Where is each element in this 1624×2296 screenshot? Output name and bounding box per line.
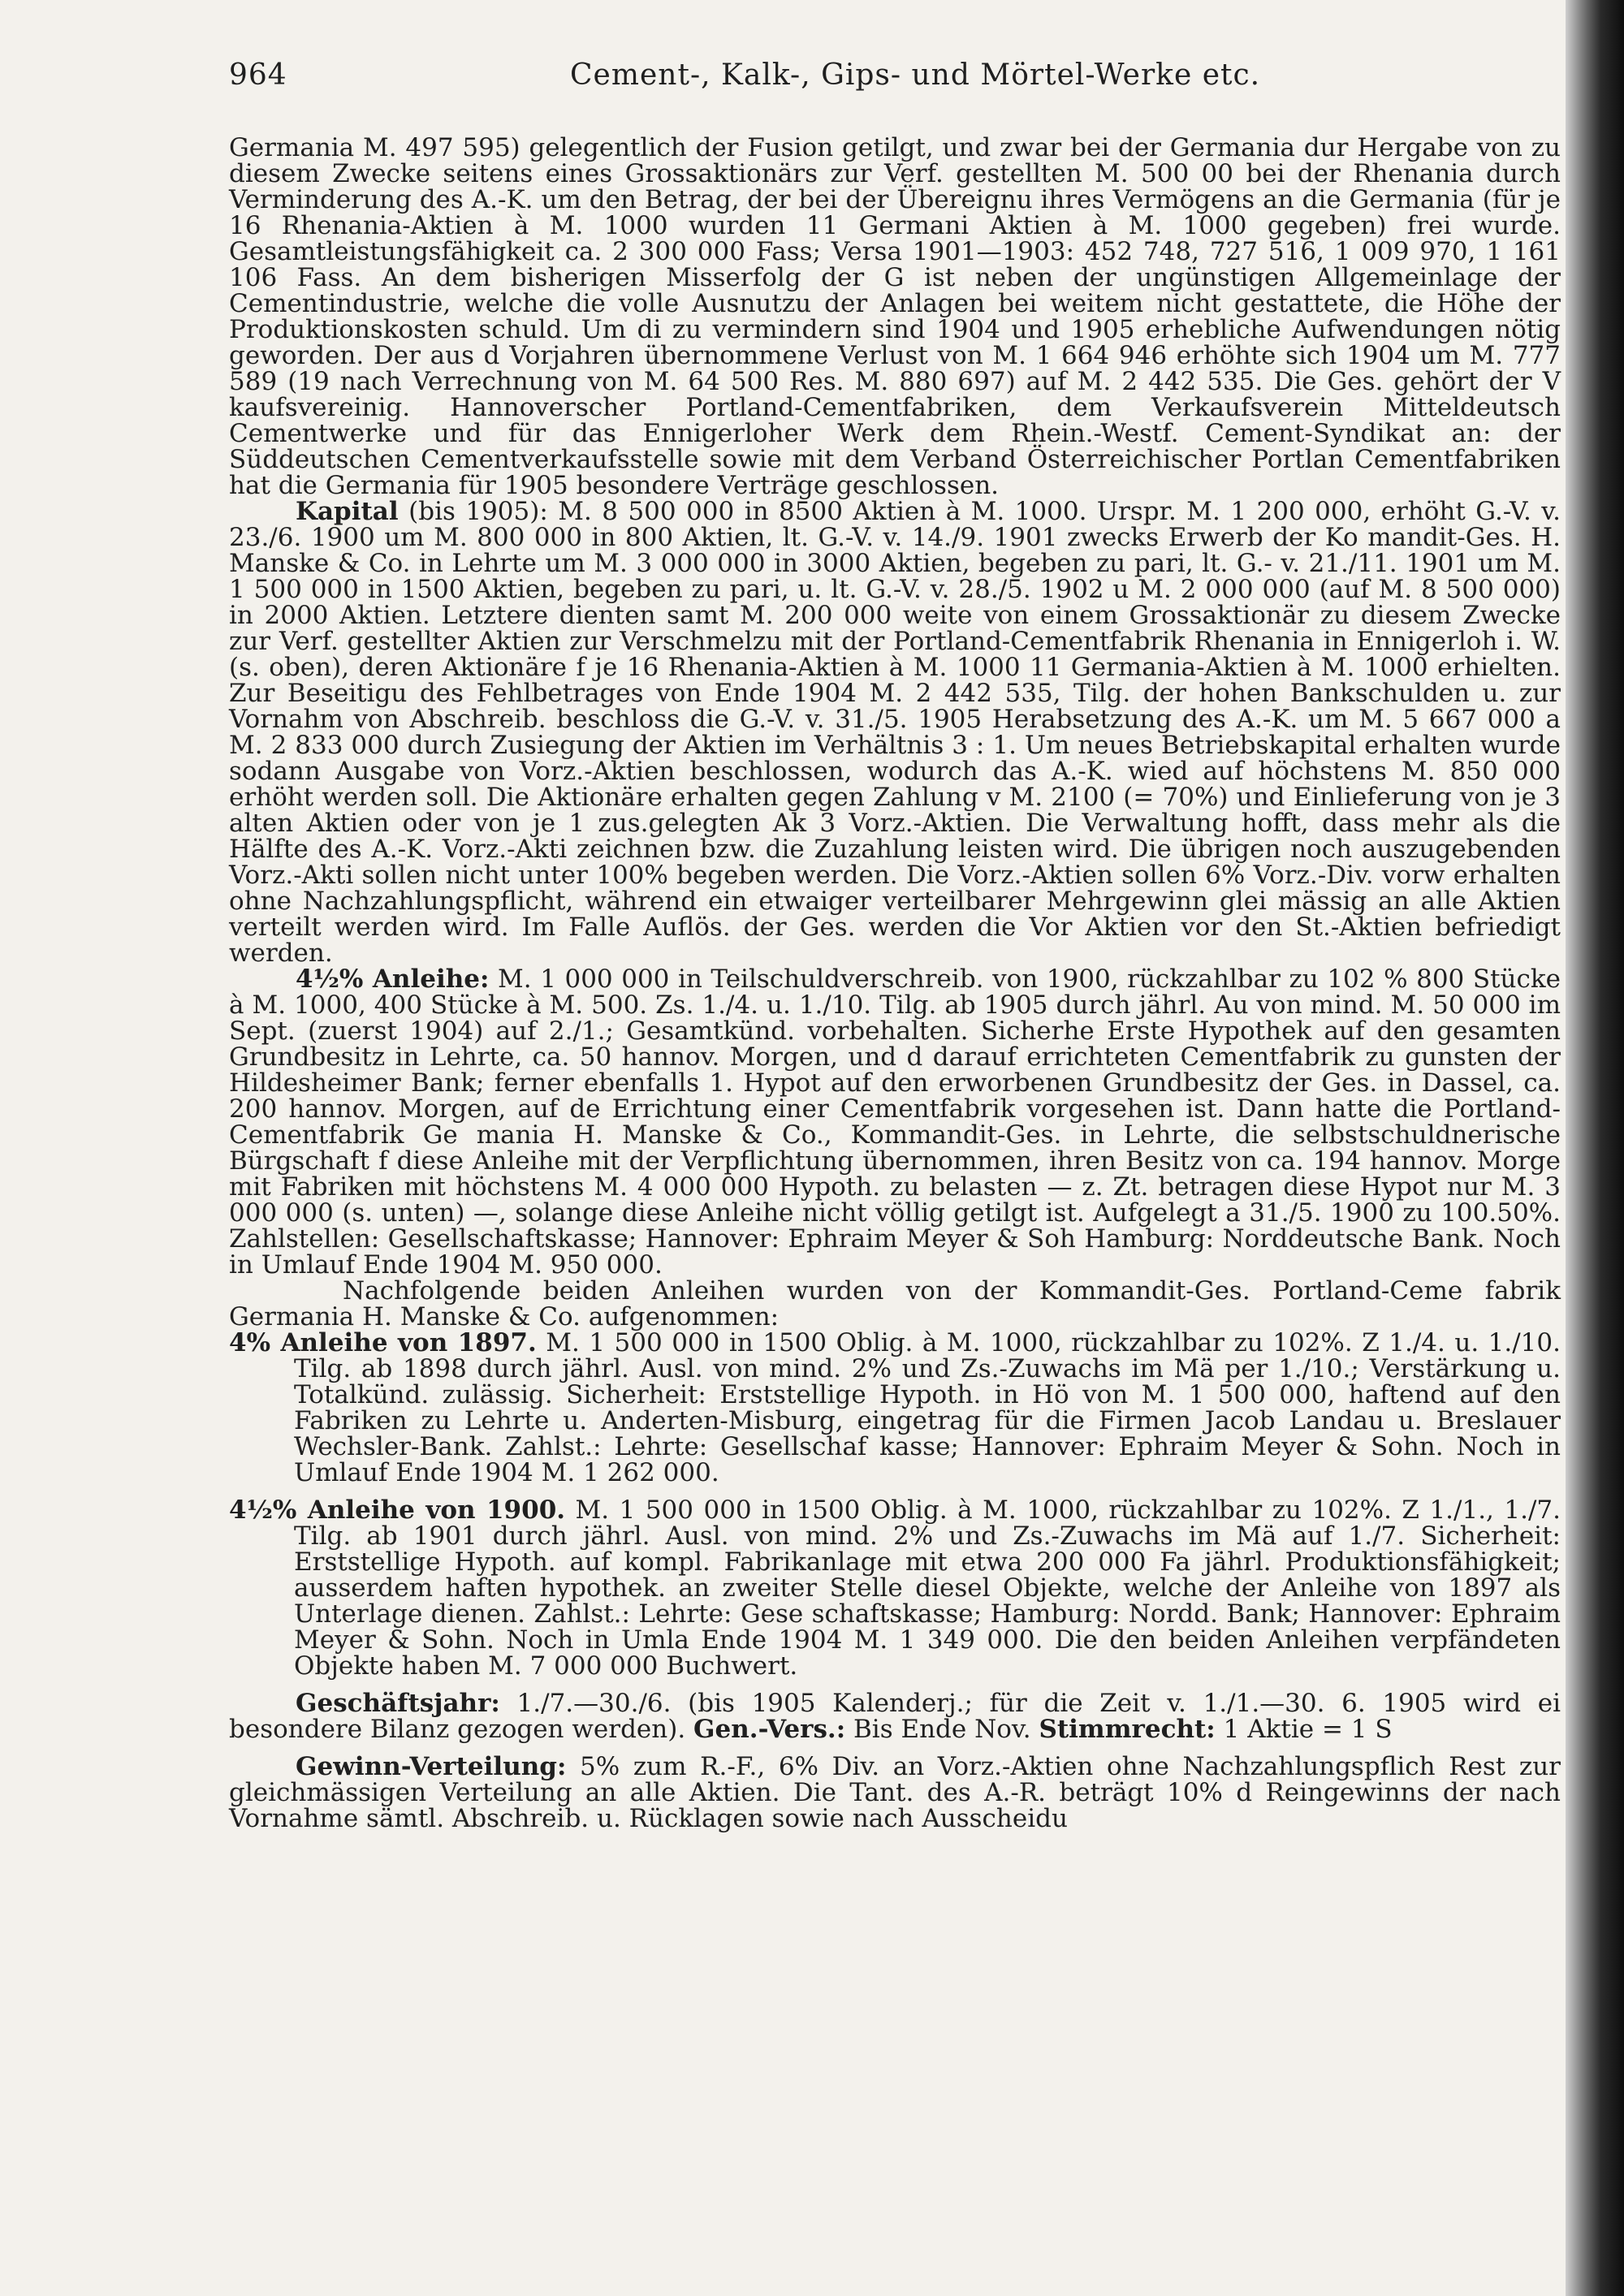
- page-header: [229, 58, 1561, 107]
- kapital-paragraph: Kapital (bis 1905): M. 8 500 000 in 8500 Aktien à M. 1000. Urspr. M. 1 200 000, erhöht G.-V. v. 23./6. 1900 um M. 800 000 in 800 Aktien, lt. G.-V. v. 14./9. 1901 zwecks Erwerb der Ko mandit-Ges. H. Manske & Co. in Lehrte um M. 3 000 000 in 3000 Aktien, begeben zu pari, lt. G.- v. 21./11. 1901 um M. 1 500 000 in 1500 Aktien, begeben zu pari, u. lt. G.-V. v. 28./5. 1902 u M. 2 000 000 (auf M. 8 500 000) in 2000 Aktien. Letztere dienten samt M. 200 000 weite von einem Grossaktionär zu diesem Zwecke zur Verf. gestellter Aktien zur Verschmelzu mit der Portland-Cementfabrik Rhenania in Ennigerloh i. W. (s. oben), deren Aktionäre f je 16 Rhenania-Aktien à M. 1000 11 Germania-Aktien à M. 1000 erhielten. Zur Beseitigu des Fehlbetrages von Ende 1904 M. 2 442 535, Tilg. der hohen Bankschulden u. zur Vornahm von Abschreib. beschloss die G.-V. v. 31./5. 1905 Herabsetzung des A.-K. um M. 5 667 000 a M. 2 833 000 durch Zusiegung der Aktien im Verhältnis 3 : 1. Um neues Betriebskapital erhalten wurde sodann Ausgabe von Vorz.-Aktien beschlossen, wodurch das A.-K. wied auf höchstens M. 850 000 erhöht werden soll. Die Aktionäre erhalten gegen Zahlung v M. 2100 (= 70%) und Einlieferung von je 3 alten Aktien oder von je 1 zus.gelegten Ak 3 Vorz.-Aktien. Die Verwaltung hofft, dass mehr als die Hälfte des A.-K. Vorz.-Akti zeichnen bzw. die Zuzahlung leisten wird. Die übrigen noch auszugebenden Vorz.-Akti sollen nicht unter 100% begeben werden. Die Vorz.-Aktien sollen 6% Vorz.-Div. vorw erhalten ohne Nachzahlungspflicht, während ein etwaiger verteilbarer Mehrgewinn glei mässig an alle Aktien verteilt werden wird. Im Falle Auflös. der Ges. werden die Vor Aktien vor den St.-Aktien befriedigt werden.: [229, 497, 1561, 968]
- article-body: [229, 135, 1561, 1832]
- anleihe-1897-label: 4% Anleihe von 1897.: [229, 1328, 537, 1357]
- geschaeftsjahr-paragraph: Geschäftsjahr: 1./7.—30./6. (bis 1905 Kalenderj.; für die Zeit v. 1./1.—30. 6. 1905 wird ei besondere Bilanz gezogen werden). Gen.-Vers.: Bis Ende Nov. Stimmrecht: 1 Aktie = 1 S: [229, 1689, 1561, 1744]
- anleihe-label: 4½% Anleihe:: [296, 965, 490, 994]
- kapital-label: Kapital: [296, 497, 399, 526]
- running-title: Cement-, Kalk-, Gips- und Mörtel-Werke etc.: [570, 58, 1261, 92]
- book-binding-shadow: [1566, 0, 1624, 2296]
- anleihe-1900-label: 4½% Anleihe von 1900.: [229, 1495, 566, 1525]
- anleihe-paragraph: 4½% Anleihe: M. 1 000 000 in Teilschuldverschreib. von 1900, rückzahlbar zu 102 % 800 Stücke à M. 1000, 400 Stücke à M. 500. Zs. 1./4. u. 1./10. Tilg. ab 1905 durch jährl. Au von mind. M. 50 000 im Sept. (zuerst 1904) auf 2./1.; Gesamtkünd. vorbehalten. Sicherhe Erste Hypothek auf den gesamten Grundbesitz in Lehrte, ca. 50 hannov. Morgen, und d darauf errichteten Cementfabrik zu gunsten der Hildesheimer Bank; ferner ebenfalls 1. Hypot auf den erworbenen Grundbesitz der Ges. in Dassel, ca. 200 hannov. Morgen, auf de Errichtung einer Cementfabrik vorgesehen ist. Dann hatte die Portland-Cementfabrik Ge mania H. Manske & Co., Kommandit-Ges. in Lehrte, die selbstschuldnerische Bürgschaft f diese Anleihe mit der Verpflichtung übernommen, ihren Besitz von ca. 194 hannov. Morge mit Fabriken mit höchstens M. 4 000 000 Hypoth. zu belasten — z. Zt. betragen diese Hypot nur M. 3 000 000 (s. unten) —, solange diese Anleihe nicht völlig getilgt ist. Aufgelegt a 31./5. 1900 zu 100.50%. Zahlstellen: Gesellschaftskasse; Hannover: Ephraim Meyer & Soh Hamburg: Norddeutsche Bank. Noch in Umlauf Ende 1904 M. 950 000.: [229, 965, 1561, 1280]
- intro-paragraph: Germania M. 497 595) gelegentlich der Fusion getilgt, und zwar bei der Germania dur Hergabe von zu diesem Zwecke seitens eines Grossaktionärs zur Verf. gestellten M. 500 00 bei der Rhenania durch Verminderung des A.-K. um den Betrag, der bei der Übereignu ihres Vermögens an die Germania (für je 16 Rhenania-Aktien à M. 1000 wurden 11 Germani Aktien à M. 1000 gegeben) frei wurde. Gesamtleistungsfähigkeit ca. 2 300 000 Fass; Versa 1901—1903: 452 748, 727 516, 1 009 970, 1 161 106 Fass. An dem bisherigen Misserfolg der G ist neben der ungünstigen Allgemeinlage der Cementindustrie, welche die volle Ausnutzu der Anlagen bei weitem nicht gestattete, die Höhe der Produktionskosten schuld. Um di zu vermindern sind 1904 und 1905 erhebliche Aufwendungen nötig geworden. Der aus d Vorjahren übernommene Verlust von M. 1 664 946 erhöhte sich 1904 um M. 777 589 (19 nach Verrechnung von M. 64 500 Res. M. 880 697) auf M. 2 442 535. Die Ges. gehört der V kaufsvereinig. Hannoverscher Portland-Cementfabriken, dem Verkaufsverein Mitteldeutsch Cementwerke und für das Ennigerloher Werk dem Rhein.-Westf. Cement-Syndikat an: der Süddeutschen Cementverkaufsstelle sowie mit dem Verband Österreichischer Portlan Cementfabriken hat die Germania für 1905 besondere Verträge geschlossen.: [229, 133, 1561, 500]
- gewinn-label: Gewinn-Verteilung:: [296, 1752, 567, 1781]
- page-number: 964: [229, 58, 287, 92]
- gewinn-paragraph: Gewinn-Verteilung: 5% zum R.-F., 6% Div. an Vorz.-Aktien ohne Nachzahlungspflich Rest zur gleichmässigen Verteilung an alle Aktien. Die Tant. des A.-R. beträgt 10% d Reingewinns der nach Vornahme sämtl. Abschreib. u. Rücklagen sowie nach Ausscheidu: [229, 1752, 1561, 1833]
- anleihe-1900-paragraph: 4½% Anleihe von 1900. M. 1 500 000 in 1500 Oblig. à M. 1000, rückzahlbar zu 102%. Z 1./1., 1./7. Tilg. ab 1901 durch jährl. Ausl. von mind. 2% und Zs.-Zuwachs im Mä auf 1./7. Sicherheit: Erststellige Hypoth. auf kompl. Fabrikanlage mit etwa 200 000 Fa jährl. Produktionsfähigkeit; ausserdem haften hypothek. an zweiter Stelle diesel Objekte, welche der Anleihe von 1897 als Unterlage dienen. Zahlst.: Lehrte: Gese schaftskasse; Hamburg: Nordd. Bank; Hannover: Ephraim Meyer & Sohn. Noch in Umla Ende 1904 M. 1 349 000. Die den beiden Anleihen verpfändeten Objekte haben M. 7 000 000 Buchwert.: [229, 1495, 1561, 1681]
- genvers-label: Gen.-Vers.:: [693, 1715, 846, 1744]
- anleihe-1897-paragraph: 4% Anleihe von 1897. M. 1 500 000 in 1500 Oblig. à M. 1000, rückzahlbar zu 102%. Z 1./4. u. 1./10. Tilg. ab 1898 durch jährl. Ausl. von mind. 2% und Zs.-Zuwachs im Mä per 1./10.; Verstärkung u. Totalkünd. zulässig. Sicherheit: Erststellige Hypoth. in Hö von M. 1 500 000, haftend auf den Fabriken zu Lehrte u. Anderten-Misburg, eingetrag für die Firmen Jacob Landau u. Breslauer Wechsler-Bank. Zahlst.: Lehrte: Gesellschaf kasse; Hannover: Ephraim Meyer & Sohn. Noch in Umlauf Ende 1904 M. 1 262 000.: [229, 1328, 1561, 1487]
- stimmrecht-label: Stimmrecht:: [1039, 1715, 1216, 1744]
- nachfolgende-paragraph: Nachfolgende beiden Anleihen wurden von der Kommandit-Ges. Portland-Ceme fabrik Germania H. Manske & Co. aufgenommen:: [229, 1276, 1561, 1331]
- geschaeftsjahr-label: Geschäftsjahr:: [296, 1689, 500, 1718]
